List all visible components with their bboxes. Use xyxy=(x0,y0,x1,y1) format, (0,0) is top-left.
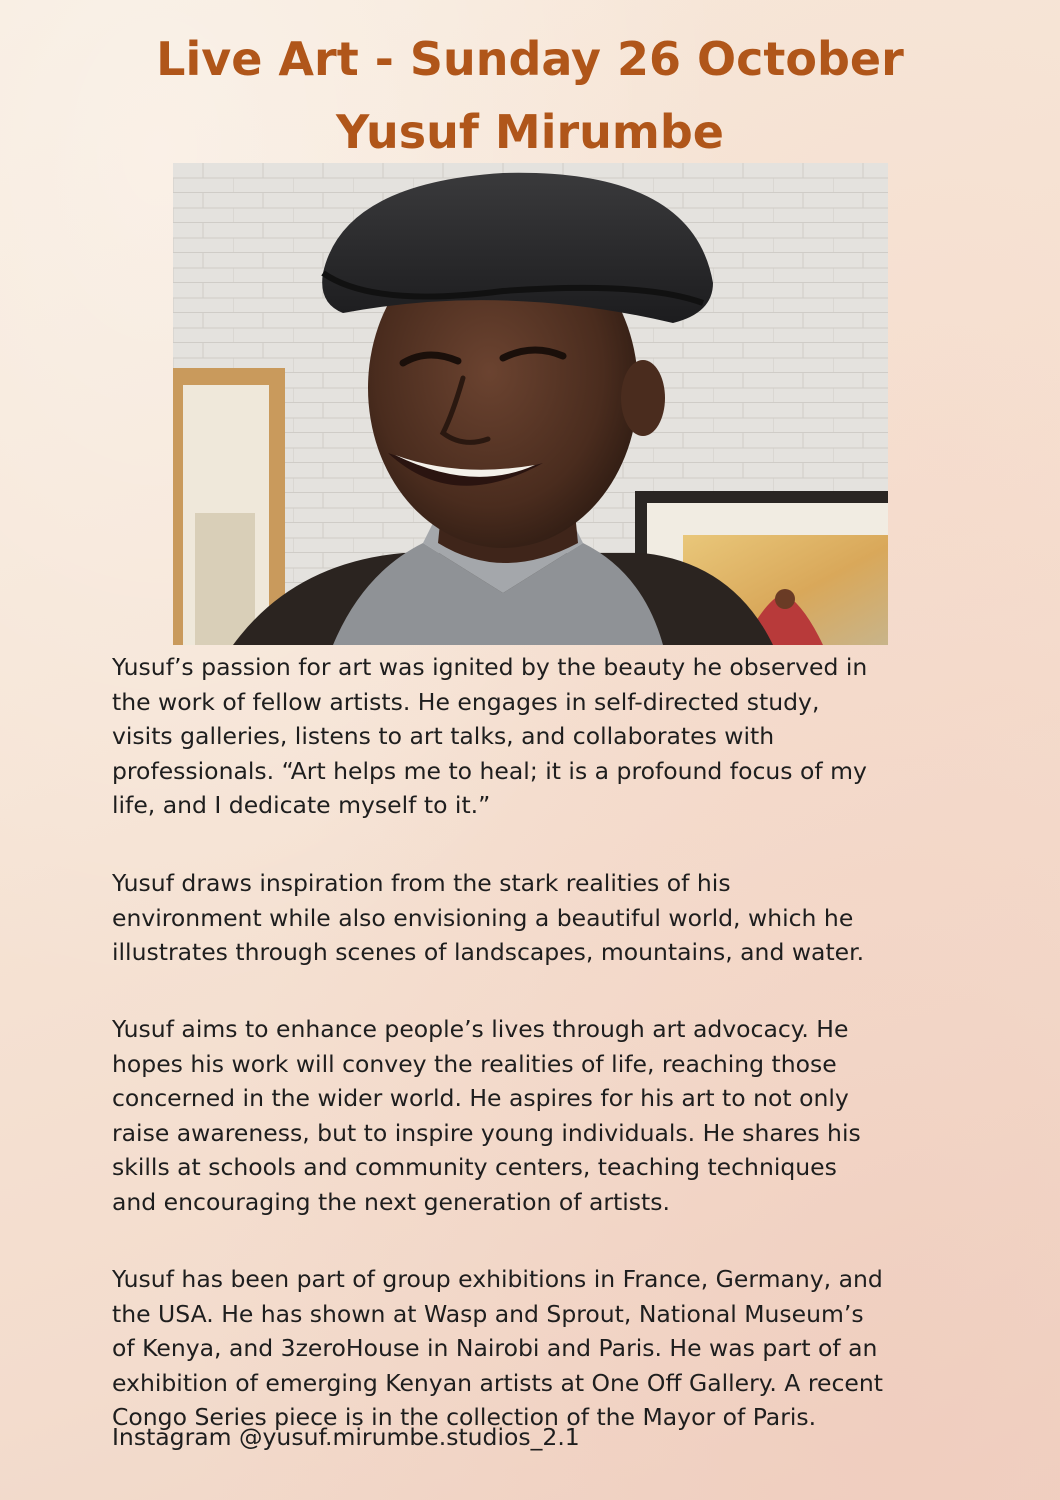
bio-paragraph-1: Yusuf’s passion for art was ignited by the beauty he observed in the work of fellow artists. He engages in self-directed study, visits galleries, listens to art talks, and collaborates with professionals. “Art helps me to heal; it is a profound focus of my life, and I dedicate myself to it.” xyxy=(112,653,868,819)
artist-name: Yusuf Mirumbe xyxy=(336,105,724,159)
bio-paragraph-2: Yusuf draws inspiration from the stark realities of his environment while also envisioning a beautiful world, which he illustrates through scenes of landscapes, mountains, and water. xyxy=(112,869,865,966)
bio-paragraph-3: Yusuf aims to enhance people’s lives through art advocacy. He hopes his work will convey the realities of life, reaching those concerned in the wider world. He aspires for his art to not only raise awareness, but to inspire young individuals. He shares his skills at schools and community centers, teaching techniques and encouraging the next generation of artists. xyxy=(112,1015,861,1216)
instagram-handle: Instagram @yusuf.mirumbe.studios_2.1 xyxy=(112,1423,580,1451)
page-title: Live Art - Sunday 26 October xyxy=(156,32,904,86)
bio-paragraph-4: Yusuf has been part of group exhibitions in France, Germany, and the USA. He has shown at Wasp and Sprout, National Museum’s of Kenya, and 3zeroHouse in Nairobi and Paris. He was part of an exhibition of emerging Kenyan artists at One Off Gallery. A recent Congo Series piece is in the collection of the Mayor of Paris. xyxy=(112,1265,883,1431)
artist-portrait-photo xyxy=(173,163,888,645)
